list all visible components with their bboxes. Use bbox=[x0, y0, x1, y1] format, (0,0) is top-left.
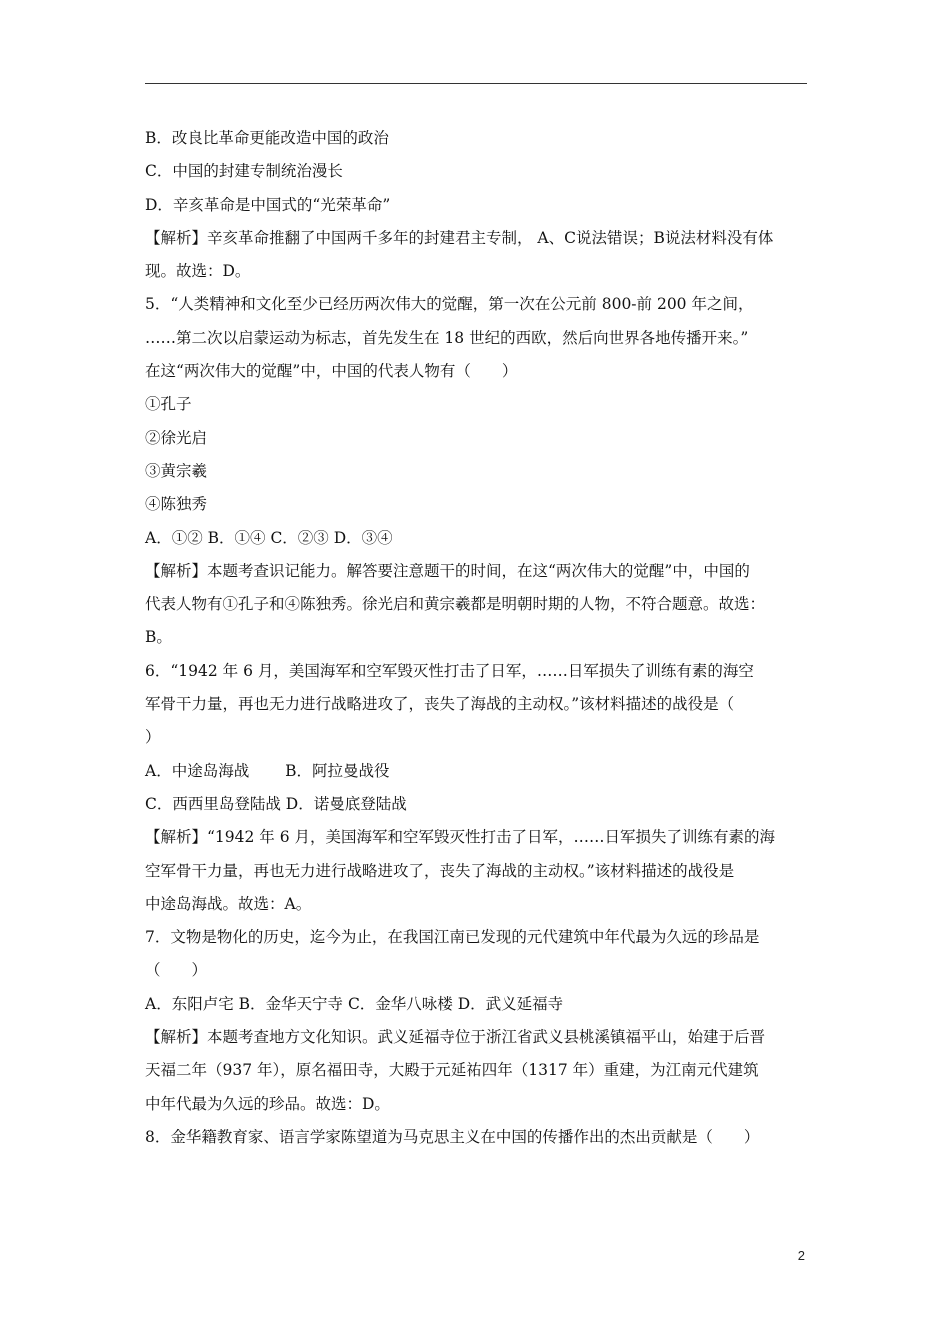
question-line: ） bbox=[145, 728, 161, 747]
question-line: 6．“1942 年 6 月，美国海军和空军毁灭性打击了日军，……日军损失了训练有素的海空 bbox=[145, 661, 754, 680]
analysis-line: 天福二年（937 年），原名福田寺，大殿于元延祐四年（1317 年）重建，为江南元代建筑 bbox=[145, 1061, 759, 1080]
option-line: ②徐光启 bbox=[145, 428, 208, 447]
answer-choices: C．西西里岛登陆战 D．诺曼底登陆战 bbox=[145, 794, 407, 813]
page-number: 2 bbox=[797, 1248, 805, 1263]
question-line: 8．金华籍教育家、语言学家陈望道为马克思主义在中国的传播作出的杰出贡献是（ ） bbox=[145, 1127, 760, 1146]
answer-choices: A．中途岛海战 B．阿拉曼战役 bbox=[145, 761, 390, 780]
option-line: ④陈独秀 bbox=[145, 495, 208, 514]
header-rule bbox=[145, 83, 807, 84]
option-line: ①孔子 bbox=[145, 395, 192, 414]
question-line: （ ） bbox=[145, 961, 208, 980]
text-line: D．辛亥革命是中国式的“光荣革命” bbox=[145, 195, 391, 214]
analysis-line: B。 bbox=[145, 628, 172, 647]
analysis-line: 【解析】本题考查识记能力。解答要注意题干的时间，在这“两次伟大的觉醒”中，中国的 bbox=[145, 561, 750, 580]
answer-choices: A．①② B．①④ C．②③ D．③④ bbox=[145, 528, 393, 547]
question-line: 军骨干力量，再也无力进行战略进攻了，丧失了海战的主动权。”该材料描述的战役是（ bbox=[145, 695, 735, 714]
question-line: 7．文物是物化的历史，迄今为止，在我国江南已发现的元代建筑中年代最为久远的珍品是 bbox=[145, 928, 760, 947]
question-line: 在这“两次伟大的觉醒”中，中国的代表人物有（ ） bbox=[145, 362, 518, 381]
analysis-line: 空军骨干力量，再也无力进行战略进攻了，丧失了海战的主动权。”该材料描述的战役是 bbox=[145, 861, 735, 880]
answer-choices: A．东阳卢宅 B．金华天宁寺 C．金华八咏楼 D．武义延福寺 bbox=[145, 994, 564, 1013]
analysis-line: 中年代最为久远的珍品。故选：D。 bbox=[145, 1094, 390, 1113]
text-line: B．改良比革命更能改造中国的政治 bbox=[145, 129, 389, 147]
analysis-line: 【解析】辛亥革命推翻了中国两千多年的封建君主专制， A、C说法错误；B说法材料没有体 bbox=[145, 228, 774, 247]
text-line: C．中国的封建专制统治漫长 bbox=[145, 162, 343, 181]
analysis-line: 【解析】“1942 年 6 月，美国海军和空军毁灭性打击了日军，……日军损失了训练有素的海 bbox=[145, 828, 776, 847]
document-body bbox=[145, 122, 807, 1154]
question-line: 5．“人类精神和文化至少已经历两次伟大的觉醒，第一次在公元前 800-前 200 年之间， bbox=[145, 295, 754, 314]
question-line: ……第二次以启蒙运动为标志，首先发生在 18 世纪的西欧，然后向世界各地传播开来。” bbox=[145, 328, 749, 347]
analysis-line: 【解析】本题考查地方文化知识。武义延福寺位于浙江省武义县桃溪镇福平山，始建于后晋 bbox=[145, 1028, 766, 1047]
analysis-line: 现。故选：D。 bbox=[145, 262, 251, 281]
analysis-line: 代表人物有①孔子和④陈独秀。徐光启和黄宗羲都是明朝时期的人物，不符合题意。故选： bbox=[145, 595, 766, 614]
analysis-line: 中途岛海战。故选：A。 bbox=[145, 894, 312, 913]
option-line: ③黄宗羲 bbox=[145, 461, 208, 480]
